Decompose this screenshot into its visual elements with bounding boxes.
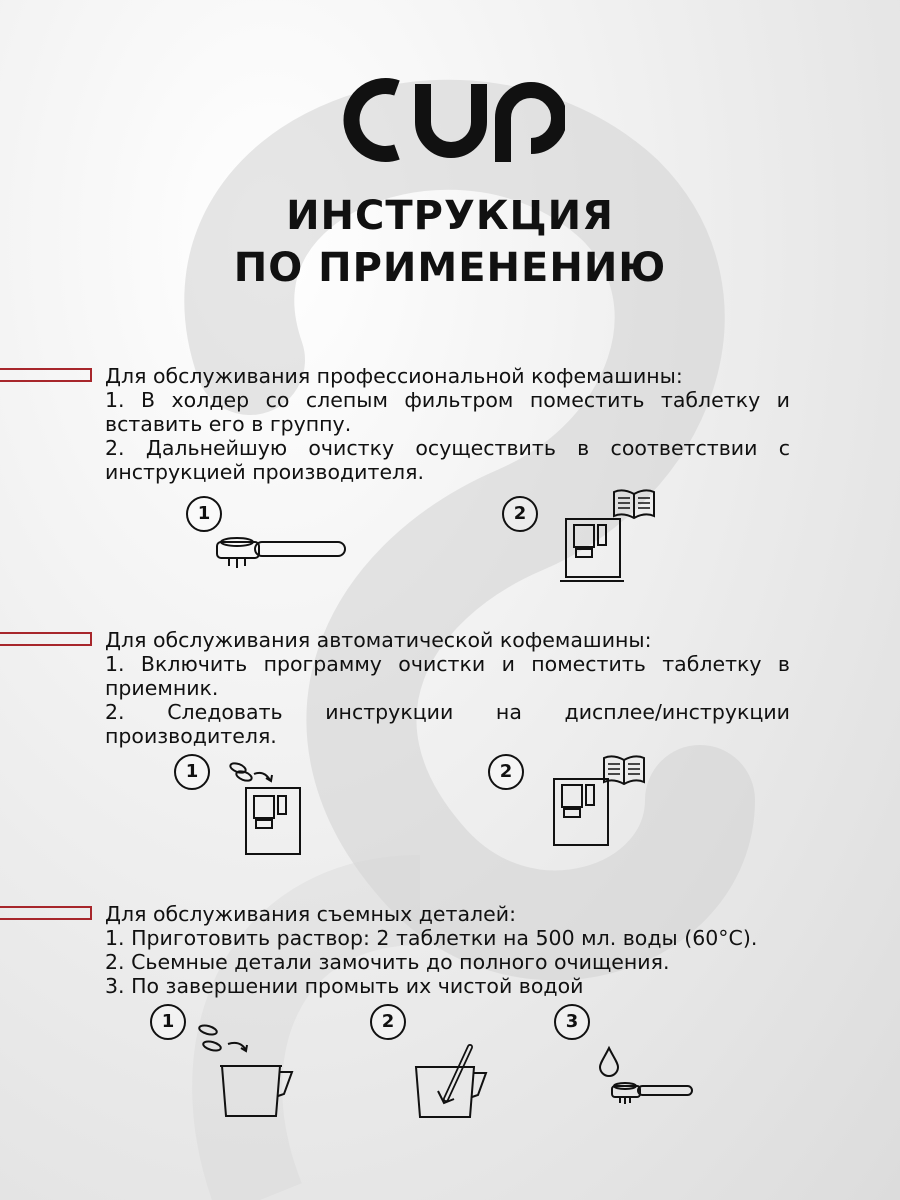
manual-book-icon [602,754,646,786]
portafilter-icon [215,530,350,575]
section-heading: Для обслуживания автоматической кофемашины: [105,628,652,652]
instruction-line: 1. В холдер со слепым фильтром поместить таблетку и вставить его в группу. [105,388,790,436]
portafilter-icon [610,1080,694,1110]
instruction-line: 2. Сьемные детали замочить до полного очищения. [105,950,670,974]
instruction-line: 2. Дальнейшую очистку осуществить в соответствии с инструкцией производителя. [105,436,790,484]
cup-logo [335,70,565,170]
instruction-line: 1. Приготовить раствор: 2 таблетки на 500 мл. воды (60°C). [105,926,758,950]
section-removable-parts [105,902,790,998]
section-marker [0,632,92,646]
section-marker [0,906,92,920]
parts-in-jug-icon [410,1045,490,1120]
step-number: 2 [370,1004,406,1040]
title-line-2: ПО ПРИМЕНЕНИЮ [233,245,667,291]
instruction-line: 1. Включить программу очистки и поместить таблетку в приемник. [105,652,790,700]
brand-logo [0,70,900,174]
section-heading: Для обслуживания съемных деталей: [105,902,516,926]
tablet-into-machine-icon [228,760,308,860]
step-number: 2 [488,754,524,790]
coffee-machine-icon [560,515,625,585]
instruction-line: 3. По завершении промыть их чистой водой [105,974,584,998]
title-line-1: ИНСТРУКЦИЯ [286,193,614,239]
step-number: 3 [554,1004,590,1040]
instruction-line: 2. Следовать инструкции на дисплее/инструкции производителя. [105,700,790,748]
tablets-into-jug-icon [196,1020,300,1120]
step-number: 1 [186,496,222,532]
section-professional [105,364,790,484]
water-drop-icon [598,1046,620,1076]
section-heading: Для обслуживания профессиональной кофемашины: [105,364,683,388]
step-number: 2 [502,496,538,532]
manual-book-icon [612,488,656,520]
section-marker [0,368,92,382]
step-number: 1 [174,754,210,790]
page-title [0,190,900,294]
coffee-machine-icon [548,775,613,850]
section-automatic [105,628,790,748]
step-number: 1 [150,1004,186,1040]
